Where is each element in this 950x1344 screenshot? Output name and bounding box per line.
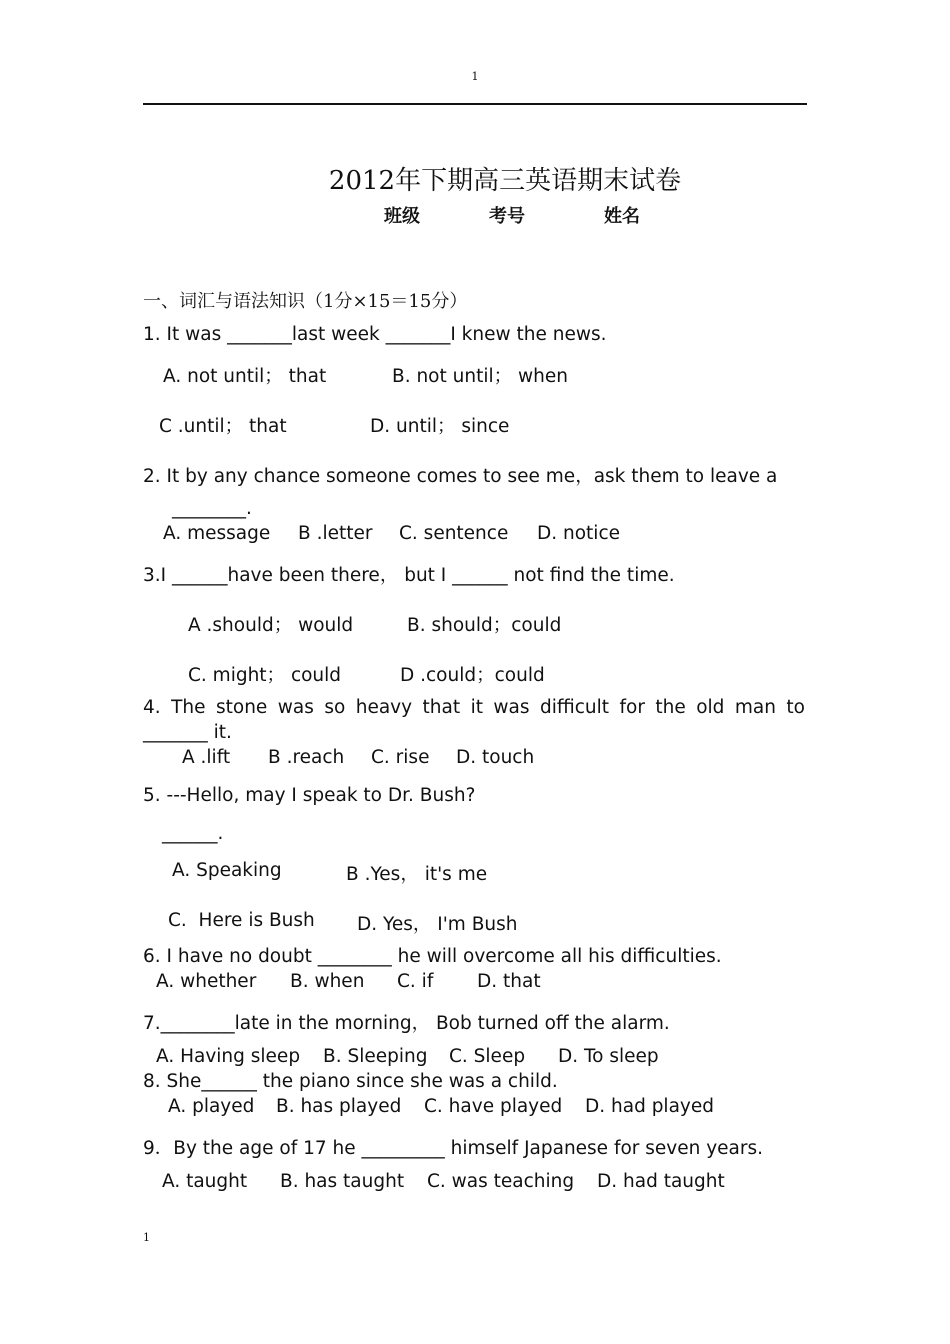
page-title: 2012年下期高三英语期末试卷: [328, 166, 682, 196]
question-5-option-b: B .Yes， it's me: [346, 864, 488, 885]
footer-page-number: 1: [143, 1231, 150, 1244]
question-9-option-b: B. has taught: [280, 1171, 405, 1192]
question-8-option-c: C. have played: [424, 1096, 563, 1117]
header-page-number: 1: [471, 70, 479, 83]
question-3-option-d: D .could；could: [400, 665, 545, 686]
question-3-option-c: C. might； could: [188, 665, 342, 686]
question-1-stem: 1. It was _______last week _______I knew the news.: [143, 324, 607, 345]
question-5-option-a: A. Speaking: [172, 860, 282, 881]
question-9-stem: 9．By the age of 17 he _________ himself Japanese for seven years.: [143, 1138, 764, 1159]
question-9-option-c: C. was teaching: [427, 1171, 575, 1192]
question-4-stem-blank: _______ it.: [143, 722, 232, 743]
question-3-option-b: B. should；could: [407, 615, 562, 636]
question-9-option-a: A. taught: [162, 1171, 248, 1192]
question-5-stem-blank: ______.: [162, 823, 224, 844]
question-1-option-c: C .until； that: [159, 416, 287, 437]
question-1-option-a: A. not until； that: [163, 366, 327, 387]
question-8-stem: 8. She______ the piano since she was a child.: [143, 1071, 558, 1092]
question-8-option-d: D. had played: [585, 1096, 714, 1117]
question-2-option-b: B .letter: [298, 523, 373, 544]
question-1-option-b: B. not until； when: [392, 366, 568, 387]
question-6-option-a: A. whether: [156, 971, 257, 992]
question-1-option-d: D. until； since: [370, 416, 510, 437]
question-5-option-d: D. Yes， I'm Bush: [357, 914, 518, 935]
question-8-option-b: B. has played: [276, 1096, 402, 1117]
question-4-option-c: C. rise: [371, 747, 430, 768]
question-8-option-a: A. played: [168, 1096, 255, 1117]
question-6-option-d: D. that: [477, 971, 541, 992]
question-3-stem: 3.I ______have been there， but I ______ not find the time.: [143, 565, 675, 586]
class-label: 班级: [384, 206, 420, 227]
question-7-option-a: A. Having sleep: [156, 1046, 301, 1067]
question-7-option-b: B. Sleeping: [323, 1046, 428, 1067]
question-4-option-a: A .lift: [182, 747, 231, 768]
question-7-option-d: D. To sleep: [558, 1046, 659, 1067]
exam-number-label: 考号: [489, 206, 525, 227]
question-9-option-d: D. had taught: [597, 1171, 725, 1192]
question-2-stem-blank: ________.: [172, 498, 252, 519]
name-label: 姓名: [604, 206, 640, 227]
question-7-stem: 7.________late in the morning， Bob turned off the alarm.: [143, 1013, 670, 1034]
question-5-stem: 5. ---Hello, may I speak to Dr. Bush?: [143, 785, 476, 806]
question-2-option-d: D. notice: [537, 523, 620, 544]
question-6-stem: 6. I have no doubt ________ he will overcome all his difficulties.: [143, 946, 722, 967]
question-6-option-b: B. when: [290, 971, 365, 992]
question-4-option-b: B .reach: [268, 747, 345, 768]
question-2-option-a: A. message: [163, 523, 271, 544]
header-rule: [143, 103, 807, 105]
question-5-option-c: C. Here is Bush: [168, 910, 315, 931]
question-2-stem: 2. It by any chance someone comes to see me，ask them to leave a: [143, 466, 778, 487]
question-4-stem: 4. The stone was so heavy that it was difficult for the old man to: [143, 697, 805, 718]
question-4-option-d: D. touch: [456, 747, 535, 768]
question-2-option-c: C. sentence: [399, 523, 509, 544]
question-7-option-c: C. Sleep: [449, 1046, 526, 1067]
question-6-option-c: C. if: [397, 971, 434, 992]
section-heading: 一、词汇与语法知识（1分×15＝15分）: [143, 291, 468, 312]
question-3-option-a: A .should； would: [188, 615, 354, 636]
